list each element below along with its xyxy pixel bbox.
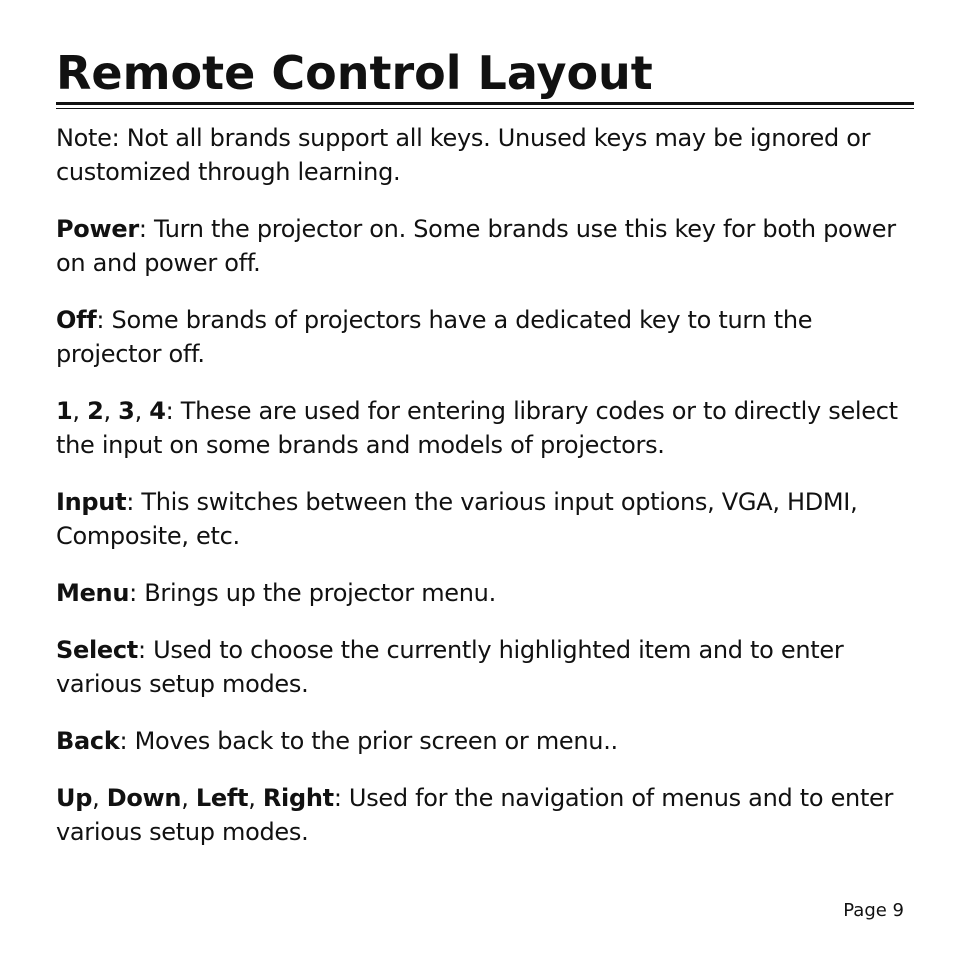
key-navigation-paragraph bbox=[56, 781, 916, 849]
key-name: Input bbox=[56, 488, 127, 516]
key-select-paragraph bbox=[56, 633, 916, 701]
key-name: Power bbox=[56, 215, 139, 243]
key-back-paragraph bbox=[56, 724, 916, 758]
key-name: Menu bbox=[56, 579, 130, 607]
key-name: 4 bbox=[149, 397, 166, 425]
key-description: : Used to choose the currently highlighted item and to enter various setup modes. bbox=[56, 636, 844, 698]
key-name: Down bbox=[106, 784, 182, 812]
key-numbers-paragraph bbox=[56, 394, 916, 462]
key-description: : Brings up the projector menu. bbox=[129, 579, 496, 607]
key-description: : These are used for entering library codes or to directly select the input on some brands and models of projectors. bbox=[56, 397, 898, 459]
title-rule-thin bbox=[56, 108, 914, 109]
key-description: : This switches between the various input options, VGA, HDMI, Composite, etc. bbox=[56, 488, 858, 550]
key-name: Off bbox=[56, 306, 97, 334]
key-menu-paragraph bbox=[56, 576, 916, 610]
page-number: Page 9 bbox=[843, 900, 904, 921]
key-input-paragraph bbox=[56, 485, 916, 553]
key-name: Back bbox=[56, 727, 120, 755]
key-description: : Used for the navigation of menus and to enter various setup modes. bbox=[56, 784, 894, 846]
key-name: Up bbox=[56, 784, 93, 812]
key-power-paragraph bbox=[56, 212, 916, 280]
key-separator: , bbox=[92, 784, 107, 812]
key-description: : Some brands of projectors have a dedicated key to turn the projector off. bbox=[56, 306, 813, 368]
key-separator: , bbox=[134, 397, 150, 425]
key-separator: , bbox=[181, 784, 196, 812]
key-name: Select bbox=[56, 636, 138, 664]
key-separator: , bbox=[72, 397, 88, 425]
key-separator: , bbox=[103, 397, 119, 425]
note-paragraph: Note: Not all brands support all keys. Unused keys may be ignored or customized through learning. bbox=[56, 124, 871, 186]
key-name: Right bbox=[262, 784, 334, 812]
key-name: 3 bbox=[118, 397, 135, 425]
key-description: : Turn the projector on. Some brands use this key for both power on and power off. bbox=[56, 215, 896, 277]
key-name: 2 bbox=[87, 397, 104, 425]
key-name: 1 bbox=[56, 397, 73, 425]
title-rule bbox=[56, 102, 914, 105]
key-separator: , bbox=[248, 784, 263, 812]
page-content bbox=[56, 121, 916, 872]
key-name: Left bbox=[195, 784, 249, 812]
key-off-paragraph bbox=[56, 303, 916, 371]
page-title: Remote Control Layout bbox=[56, 46, 653, 100]
key-description: : Moves back to the prior screen or menu.. bbox=[119, 727, 618, 755]
